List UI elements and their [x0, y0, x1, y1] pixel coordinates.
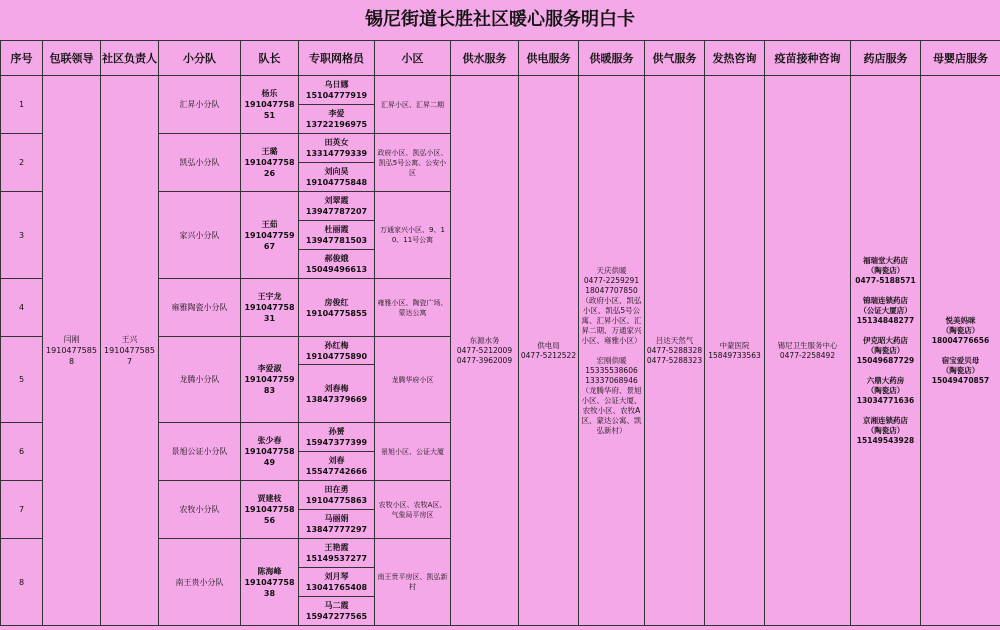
area-cell: 南王贵平房区、凯弘新村	[375, 539, 451, 626]
pharmacy-service: 福瑞堂大药店 （陶瓷店） 0477-5188571 锦瑞连锁药店 （公证大厦店） 15134848277 伊克昭大药店 （陶瓷店） 15049687729 六鼎大药房 （陶瓷店） 13034771636 京湘连锁药店 （陶瓷店） 15149543928	[851, 76, 921, 626]
grid-member: 刘春梅 13847379669	[299, 365, 375, 423]
responsible-phone: 19104775857	[104, 346, 155, 366]
header-cell: 药店服务	[851, 41, 921, 76]
team-name: 农牧小分队	[159, 481, 241, 539]
power-service: 供电局 0477-5212522	[519, 76, 579, 626]
grid-member: 刘春 15547742666	[299, 452, 375, 481]
area-cell: 龙腾华府小区	[375, 337, 451, 423]
row-number: 8	[1, 539, 43, 626]
service-table	[0, 40, 1000, 626]
header-cell: 序号	[1, 41, 43, 76]
fever-consult: 中蒙医院 15849733563	[705, 76, 765, 626]
grid-member: 王艳霞 15149537277	[299, 539, 375, 568]
page-title: 锡尼街道长胜社区暖心服务明白卡	[0, 0, 1000, 41]
gas-service: 吕达天然气 0477-5288328 0477-5288323	[645, 76, 705, 626]
captain-cell: 王璐 19104775826	[241, 134, 299, 192]
grid-member: 刘向昊 19104775848	[299, 163, 375, 192]
header-cell: 社区负责人	[101, 41, 159, 76]
row-number: 1	[1, 76, 43, 134]
vaccine-consult: 锡尼卫生服务中心 0477-2258492	[765, 76, 851, 626]
row-number: 2	[1, 134, 43, 192]
header-cell: 供暖服务	[579, 41, 645, 76]
grid-member: 马二霞 15947277565	[299, 597, 375, 626]
grid-member: 李爱 13722196975	[299, 105, 375, 134]
area-cell: 雍雅小区、陶瓷广场、蒙达公寓	[375, 279, 451, 337]
row-number: 3	[1, 192, 43, 279]
leader-name: 闫刚	[63, 335, 80, 344]
header-cell: 小区	[375, 41, 451, 76]
team-name: 凯弘小分队	[159, 134, 241, 192]
baby-store-service: 悦美妈咪 （陶瓷店） 18004776656 宿宝爱贝母 （陶瓷店） 15049470857	[921, 76, 1000, 626]
team-name: 家兴小分队	[159, 192, 241, 279]
area-cell: 汇昇小区、汇昇二期	[375, 76, 451, 134]
row-number: 6	[1, 423, 43, 481]
header-row	[1, 41, 1000, 76]
header-cell: 供电服务	[519, 41, 579, 76]
captain-cell: 王茹 19104775967	[241, 192, 299, 279]
team-name: 龙腾小分队	[159, 337, 241, 423]
responsible-cell	[101, 76, 159, 626]
grid-member: 刘月琴 13041765408	[299, 568, 375, 597]
row-number: 4	[1, 279, 43, 337]
captain-cell: 陈海峰 19104775838	[241, 539, 299, 626]
grid-member: 房俊红 19104775855	[299, 279, 375, 337]
header-cell: 包联领导	[43, 41, 101, 76]
leader-cell	[43, 76, 101, 626]
grid-member: 孙红梅 19104775890	[299, 337, 375, 365]
area-cell: 万通家兴小区、9、10、11号公寓	[375, 192, 451, 279]
captain-cell: 张少春 19104775849	[241, 423, 299, 481]
header-cell: 发热咨询	[705, 41, 765, 76]
table-row	[1, 76, 1000, 105]
leader-phone: 19104775858	[46, 346, 97, 366]
area-cell: 政府小区、凯弘小区、凯弘5号公寓、公安小区	[375, 134, 451, 192]
grid-member: 田英女 13314779339	[299, 134, 375, 163]
grid-member: 乌日娜 15104777919	[299, 76, 375, 105]
row-number: 7	[1, 481, 43, 539]
row-number: 5	[1, 337, 43, 423]
captain-cell: 杨乐 19104775851	[241, 76, 299, 134]
area-cell: 农牧小区、农牧A区、气象局平房区	[375, 481, 451, 539]
header-cell: 小分队	[159, 41, 241, 76]
grid-member: 杜丽霞 13947781503	[299, 221, 375, 250]
captain-cell: 贾建枝 19104775856	[241, 481, 299, 539]
team-name: 汇昇小分队	[159, 76, 241, 134]
water-service: 东源水务 0477-5212009 0477-3962009	[451, 76, 519, 626]
grid-member: 刘翠霞 13947787207	[299, 192, 375, 221]
header-cell: 疫苗接种咨询	[765, 41, 851, 76]
captain-cell: 王宇龙 19104775831	[241, 279, 299, 337]
heating-service: 天庆供暖 0477-2259291 18047707850 （政府小区、凯弘小区、凯弘5号公寓、汇昇小区、汇昇二期、万通家兴小区、雍雅小区） 宏刚供暖 15335538606 13337068946 （龙腾华府、景旭小区、公证大厦、农牧小区、农牧A区、蒙达公寓、凯弘新村）	[579, 76, 645, 626]
grid-member: 孙赟 15947377399	[299, 423, 375, 452]
header-cell: 供气服务	[645, 41, 705, 76]
grid-member: 郝俊娥 15049496613	[299, 250, 375, 279]
captain-cell: 李爱淑 19104775983	[241, 337, 299, 423]
responsible-name: 王兴	[121, 335, 138, 344]
team-name: 景旭公证小分队	[159, 423, 241, 481]
grid-member: 田在勇 19104775863	[299, 481, 375, 510]
area-cell: 景旭小区、公证大厦	[375, 423, 451, 481]
team-name: 南王贵小分队	[159, 539, 241, 626]
header-cell: 专职网格员	[299, 41, 375, 76]
header-cell: 供水服务	[451, 41, 519, 76]
grid-member: 马丽娟 13847777297	[299, 510, 375, 539]
header-cell: 母婴店服务	[921, 41, 1000, 76]
team-name: 雍雅陶瓷小分队	[159, 279, 241, 337]
header-cell: 队长	[241, 41, 299, 76]
